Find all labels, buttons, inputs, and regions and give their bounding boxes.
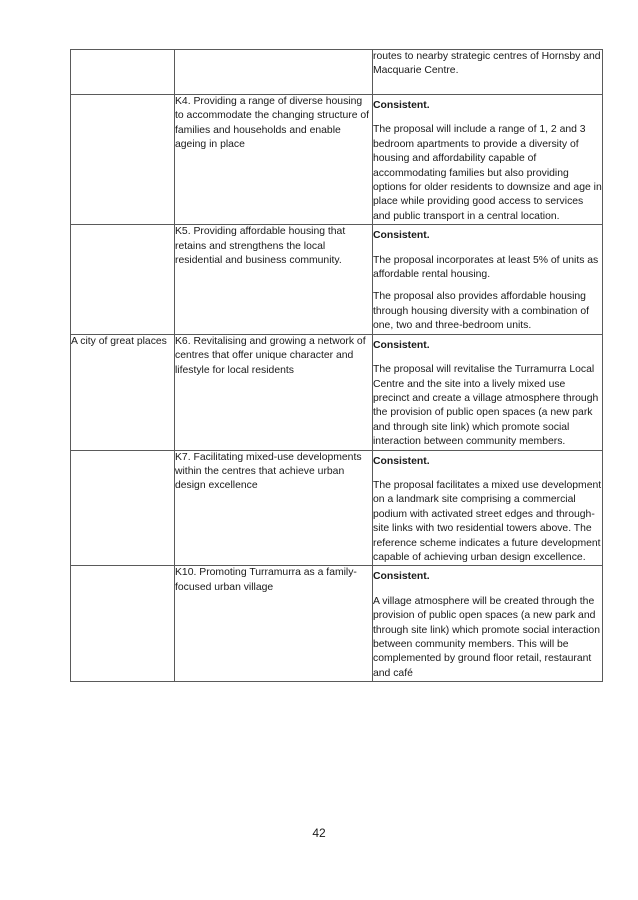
priority-text: K4. Providing a range of diverse housing to accommodate the changing structure of families and households and enable ageing in place <box>175 96 370 151</box>
outcome-cell <box>71 225 175 334</box>
consistency-table <box>70 49 603 682</box>
table-body <box>71 50 603 682</box>
outcome-text: A city of great places <box>71 335 167 347</box>
table-row <box>71 566 603 682</box>
outcome-cell <box>71 450 175 566</box>
comment-cell <box>373 225 603 334</box>
outcome-cell <box>71 334 175 450</box>
page-number: 42 <box>312 826 326 840</box>
comment-cell <box>373 50 603 95</box>
outcome-cell <box>71 95 175 225</box>
consistency-heading: Consistent. <box>373 339 430 351</box>
table-row <box>71 95 603 225</box>
priority-cell <box>175 95 373 225</box>
priority-cell <box>175 50 373 95</box>
comment-cell <box>373 334 603 450</box>
comment-cell <box>373 566 603 682</box>
comment-paragraph: The proposal incorporates at least 5% of units as affordable rental housing. <box>373 254 599 281</box>
comment-paragraph: routes to nearby strategic centres of Hornsby and Macquarie Centre. <box>373 51 601 77</box>
comment-paragraph: The proposal will revitalise the Turramurra Local Centre and the site into a lively mixed use precinct and create a village atmosphere through the provision of public open spaces (a new park and through site link) which promote social interaction between community members. <box>373 364 599 448</box>
outcome-cell <box>71 566 175 682</box>
priority-text: K6. Revitalising and growing a network of centres that offer unique character and lifestyle for local residents <box>175 335 366 376</box>
priority-cell <box>175 225 373 334</box>
comment-paragraph: The proposal also provides affordable housing through housing diversity with a combination of one, two and three-bedroom units. <box>373 291 590 332</box>
consistency-heading: Consistent. <box>373 230 430 242</box>
outcome-cell <box>71 50 175 95</box>
priority-text: K5. Providing affordable housing that retains and strengthens the local residential and business community. <box>175 226 346 267</box>
consistency-heading: Consistent. <box>373 571 430 583</box>
comment-paragraph: The proposal facilitates a mixed use development on a landmark site comprising a commercial podium with activated street edges and through-site links with two residential towers above. The reference scheme indicates a future development capable of achieving urban design excellence. <box>373 479 602 563</box>
priority-cell <box>175 334 373 450</box>
table-row <box>71 334 603 450</box>
table-row <box>71 450 603 566</box>
comment-paragraph: A village atmosphere will be created through the provision of public open spaces (a new park and through site link) which promote social interaction between community members. This will be complemented by ground floor retail, restaurant and café <box>373 595 600 679</box>
table-row <box>71 225 603 334</box>
comment-cell <box>373 450 603 566</box>
priority-cell <box>175 566 373 682</box>
priority-text: K7. Facilitating mixed-use developments within the centres that achieve urban design excellence <box>175 451 362 492</box>
priority-text: K10. Promoting Turramurra as a family-focused urban village <box>175 567 357 593</box>
consistency-heading: Consistent. <box>373 100 430 111</box>
consistency-heading: Consistent. <box>373 455 430 467</box>
priority-cell <box>175 450 373 566</box>
comment-paragraph: The proposal will include a range of 1, 2 and 3 bedroom apartments to provide a diversity of housing and affordability capable of accommodating families but also providing options for older residents to downsize and age in place while providing good access to services and public transport in a central location. <box>373 124 602 222</box>
table-row <box>71 50 603 95</box>
comment-cell <box>373 95 603 225</box>
